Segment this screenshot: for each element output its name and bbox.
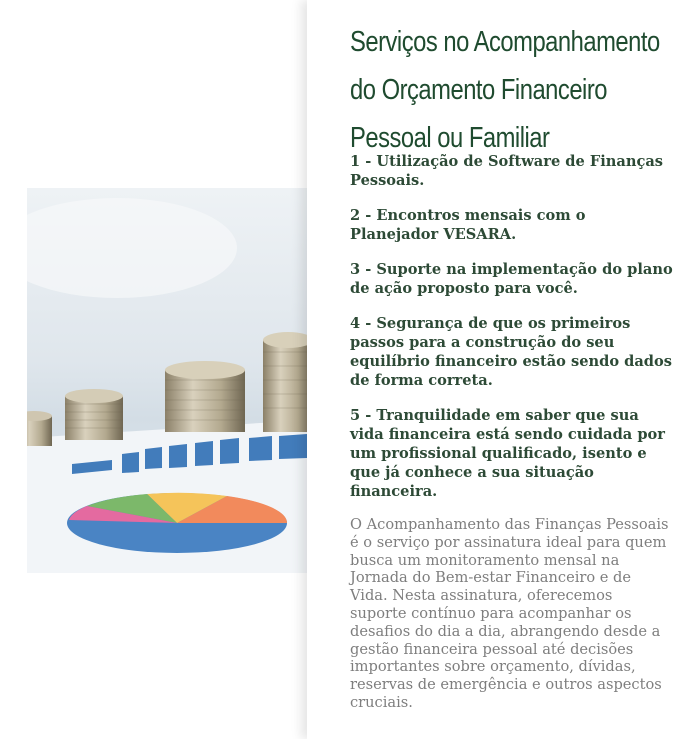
service-item-3: 3 - Suporte na implementação do plano de ação proposto para você. bbox=[350, 261, 673, 297]
service-description: O Acompanhamento das Finanças Pessoais é o serviço por assinatura ideal para quem busca um monitoramento mensal na Jornada do Bem-estar Financeiro e de Vida. Nesta assinatura, oferecemos suporte contínuo para acompanhar os desafios do dia a dia, abrangendo desde a gestão financeira pessoal até decisões importantes sobre orçamento, dívidas, reservas de emergência e outros aspectos cruciais. bbox=[350, 516, 669, 711]
services-list bbox=[350, 152, 675, 501]
service-item-1: 1 - Utilização de Software de Finanças Pessoais. bbox=[350, 153, 664, 189]
services-panel bbox=[307, 0, 699, 739]
service-item-4: 4 - Segurança de que os primeiros passos para a construção do seu equilíbrio financeiro estão sendo dados de forma correta. bbox=[350, 315, 672, 389]
service-item-5: 5 - Tranquilidade em saber que sua vida financeira está sendo cuidada por um profissional qualificado, isento e que já conhece a sua situação financeira. bbox=[350, 407, 665, 500]
coins-chart-photo bbox=[27, 188, 307, 573]
service-item-2: 2 - Encontros mensais com o Planejador VESARA. bbox=[350, 207, 586, 243]
section-title: Serviços no Acompanhamento do Orçamento Financeiro Pessoal ou Familiar bbox=[350, 26, 660, 154]
